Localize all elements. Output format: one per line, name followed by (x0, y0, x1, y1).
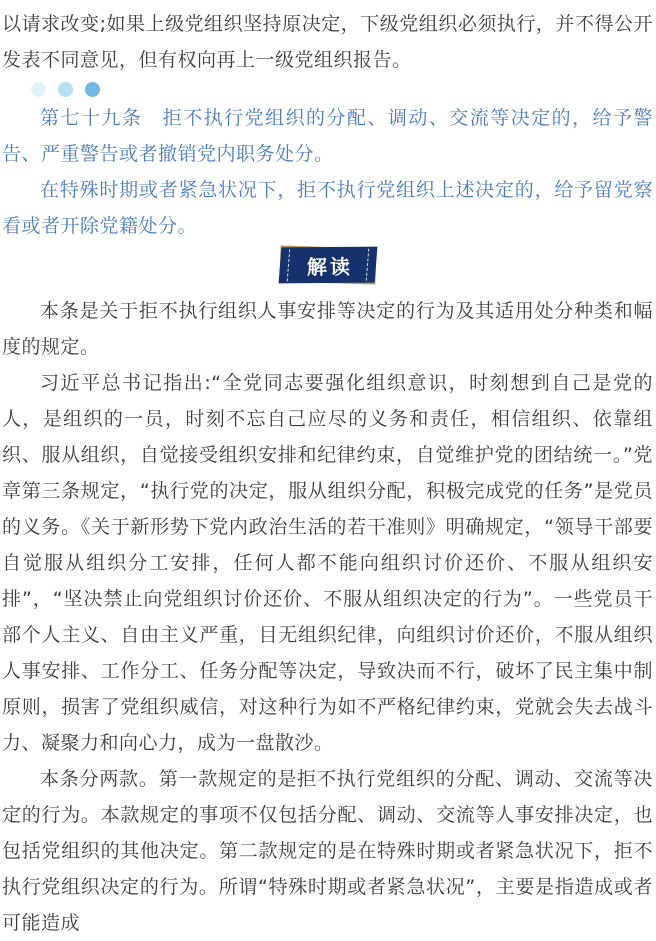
separator-dot-dark (85, 82, 100, 97)
banner-label: 解读 (305, 254, 353, 279)
separator-dot-medium (58, 82, 73, 97)
paragraph-continuation: 以请求改变;如果上级党组织坚持原决定，下级党组织必须执行，并不得公开发表不同意见，但有权向再上一级党组织报告。 (2, 13, 653, 71)
section-separator-dots (31, 82, 653, 97)
interpretation-paragraph-1: 本条是关于拒不执行组织人事安排等决定的行为及其适用处分种类和幅度的规定。 (2, 300, 653, 358)
interpretation-paragraph-2: 习近平总书记指出:“全党同志要强化组织意识，时刻想到自己是党的人，是组织的一员，时刻不忘自己应尽的义务和责任，相信组织、依靠组织、服从组织，自觉接受组织安排和纪律约束，自觉维护党的团结统一。”党章第三条规定，“执行党的决定，服从组织分配，积极完成党的任务”是党员的义务。《关于新形势下党内政治生活的若干准则》明确规定，“领导干部要自觉服从组织分工安排，任何人都不能向组织讨价还价、不服从组织安排”，“坚决禁止向党组织讨价还价、不服从组织决定的行为”。一些党员干部个人主义、自由主义严重，目无组织纪律，向组织讨价还价，不服从组织人事安排、工作分工、任务分配等决定，导致决而不行，破坏了民主集中制原则，损害了党组织威信，对这种行为如不严格纪律约束，党就会失去战斗力、凝聚力和向心力，成为一盘散沙。 (2, 372, 653, 754)
banner-ribbon (278, 247, 377, 284)
article-clause-2: 在特殊时期或者紧急状况下，拒不执行党组织上述决定的，给予留党察看或者开除党籍处分。 (2, 179, 653, 237)
interpretation-banner (280, 247, 376, 283)
separator-dot-light (31, 82, 46, 97)
interpretation-paragraph-3: 本条分两款。第一款规定的是拒不执行党组织的分配、调动、交流等决定的行为。本款规定的事项不仅包括分配、调动、交流等人事安排决定，也包括党组织的其他决定。第二款规定的是在特殊时期或者紧急状况下，拒不执行党组织决定的行为。所谓“特殊时期或者紧急状况”，主要是指造成或者可能造成 (2, 768, 653, 934)
article-clause-1: 第七十九条 拒不执行党组织的分配、调动、交流等决定的，给予警告、严重警告或者撤销党内职务处分。 (2, 107, 653, 165)
